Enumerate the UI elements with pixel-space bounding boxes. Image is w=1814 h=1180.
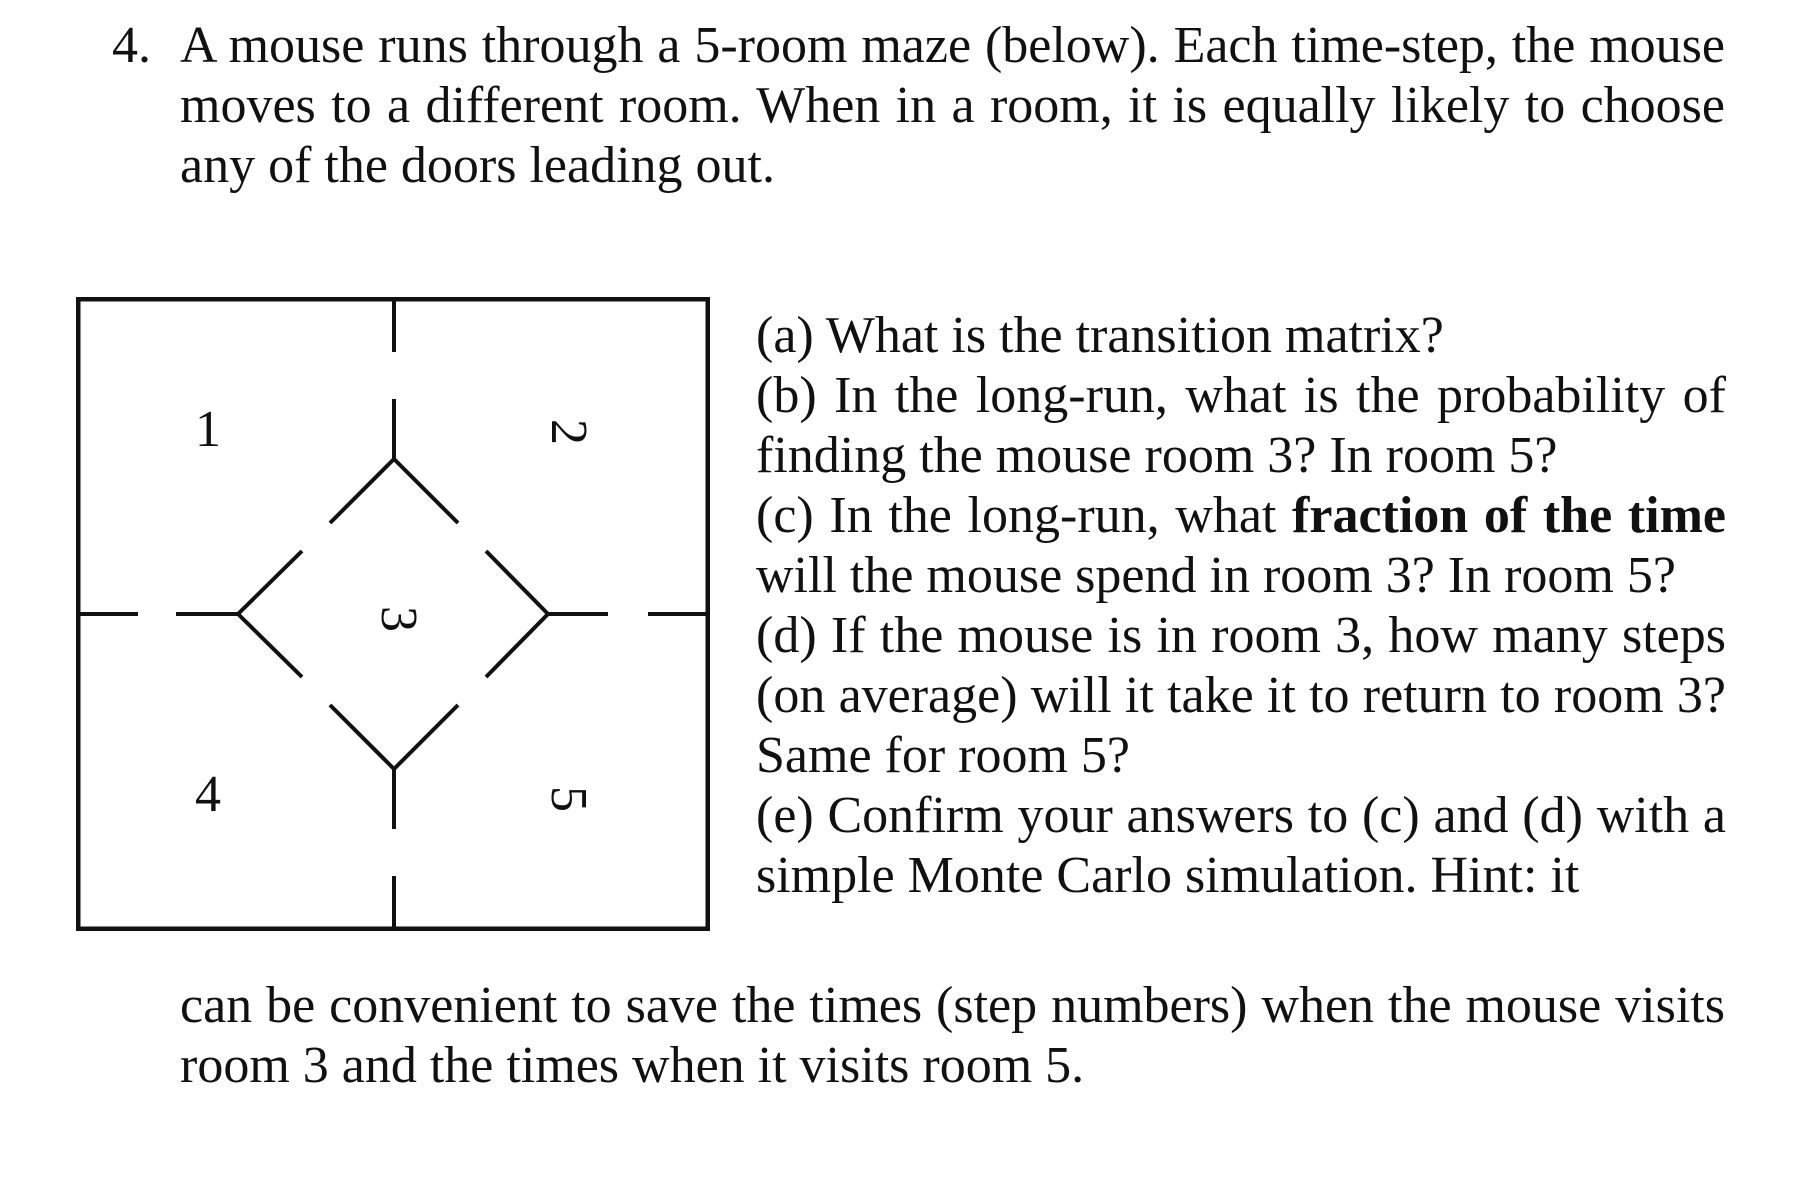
room-label-2: 2 <box>540 419 598 445</box>
question-e-start: (e) Confirm your answers to (c) and (d) with a simple Monte Carlo simulation. Hint: it <box>756 787 1726 904</box>
problem-intro: A mouse runs through a 5-room maze (below). Each time-step, the mouse moves to a different room. When in a room, it is equally likely to choose any of the doors leading out. <box>180 17 1725 194</box>
diamond-edge-top-right-upper <box>394 459 458 523</box>
diamond-edge-top-left-lower <box>238 551 302 614</box>
question-d: (d) If the mouse is in room 3, how many steps (on average) will it take it to return to room 3? Same for room 5? <box>756 607 1726 784</box>
diamond-edge-bottom-right-upper <box>486 614 548 677</box>
diamond-edge-top-left-upper <box>330 459 394 523</box>
question-c-emphasis: fraction of the time <box>1292 487 1726 544</box>
question-list <box>756 306 1726 906</box>
diamond-edge-bottom-right-lower <box>394 705 458 769</box>
room-label-3: 3 <box>370 606 428 632</box>
room-label-5: 5 <box>540 786 598 812</box>
problem-number: 4. <box>112 17 151 74</box>
question-b: (b) In the long-run, what is the probability of finding the mouse room 3? In room 5? <box>756 367 1726 484</box>
question-c-prefix: (c) In the long-run, what <box>756 487 1293 544</box>
question-a: (a) What is the transition matrix? <box>756 307 1444 364</box>
room-label-1: 1 <box>195 400 221 458</box>
diamond-edge-bottom-left-upper <box>238 614 302 677</box>
question-c <box>756 486 1726 606</box>
question-e-continuation: can be convenient to save the times (step numbers) when the mouse visits room 3 and the times when it visits room 5. <box>180 977 1725 1094</box>
diamond-edge-bottom-left-lower <box>330 705 394 769</box>
room-label-4: 4 <box>195 765 221 823</box>
maze-diagram <box>76 297 710 931</box>
question-c-suffix: will the mouse spend in room 3? In room 5? <box>756 547 1676 604</box>
diamond-edge-top-right-lower <box>486 551 548 614</box>
